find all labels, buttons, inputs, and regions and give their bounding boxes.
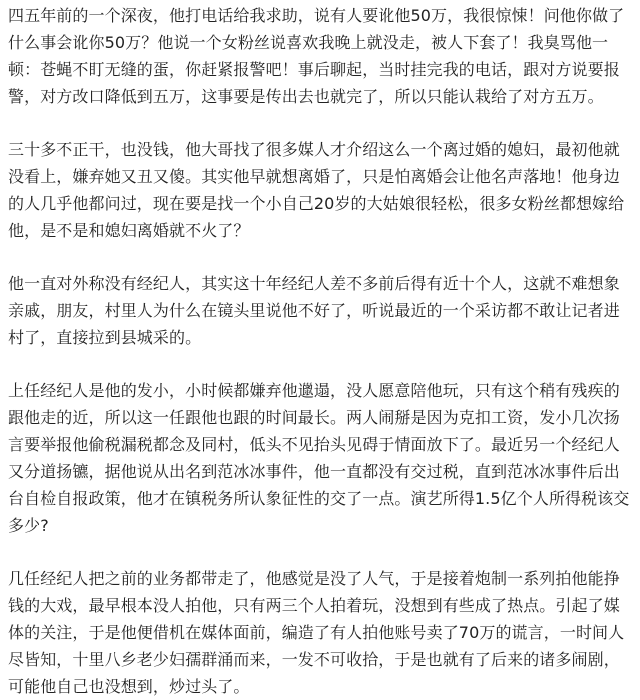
paragraph-2: 三十多不正干，也没钱，他大哥找了很多媒人才介绍这么一个离过婚的媳妇，最初他就没看上，嫌弃她又丑又傻。其实他早就想离婚了，只是怕离婚会让他名声落地！他身边的人几乎他都问过，现在要是找一个小自己20岁的大姑娘很轻松，很多女粉丝都想嫁给他，是不是和媳妇离婚就不火了？ [8,140,625,240]
paragraph-4: 上任经纪人是他的发小，小时候都嫌弃他邋遢，没人愿意陪他玩，只有这个稍有残疾的跟他走的近，所以这一任跟他也跟的时间最长。两人闹掰是因为克扣工资，发小几次扬言要举报他偷税漏税都念及同村，低头不见抬头见碍于情面放下了。最近另一个经纪人又分道扬镳，据他说从出名到范冰冰事件，他一直都没有交过税，直到范冰冰事件后出台自检自报政策，他才在镇税务所认象征性的交了一点。演艺所得1.5亿个人所得税该交多少? [8,381,630,535]
paragraph-5: 几任经纪人把之前的业务都带走了，他感觉是没了人气，于是接着炮制一系列拍他能挣钱的大戏，最早根本没人拍他，只有两三个人拍着玩，没想到有些成了热点。引起了媒体的关注，于是他便借机在媒体面前，编造了有人拍他账号卖了70万的谎言，一时间人尽皆知，十里八乡老少妇孺群涌而来，一发不可收拾，于是也就有了后来的诸多闹剧，可能他自己也没想到，炒过头了。 [8,569,625,696]
paragraph-1: 四五年前的一个深夜，他打电话给我求助，说有人要讹他50万，我很惊悚！问他你做了什么事会讹你50万？他说一个女粉丝说喜欢我晚上就没走，被人下套了！我臭骂他一顿：苍蝇不盯无缝的蛋，你赶紧报警吧！事后聊起，当时挂完我的电话，跟对方说要报警，对方改口降低到五万，这事要是传出去也就完了，所以只能认栽给了对方五万。 [8,6,625,106]
article-body [8,2,634,700]
paragraph-3: 他一直对外称没有经纪人，其实这十年经纪人差不多前后得有近十个人，这就不难想象亲戚，朋友，村里人为什么在镜头里说他不好了，听说最近的一个采访都不敢让记者进村了，直接拉到县城采的。 [8,274,620,347]
